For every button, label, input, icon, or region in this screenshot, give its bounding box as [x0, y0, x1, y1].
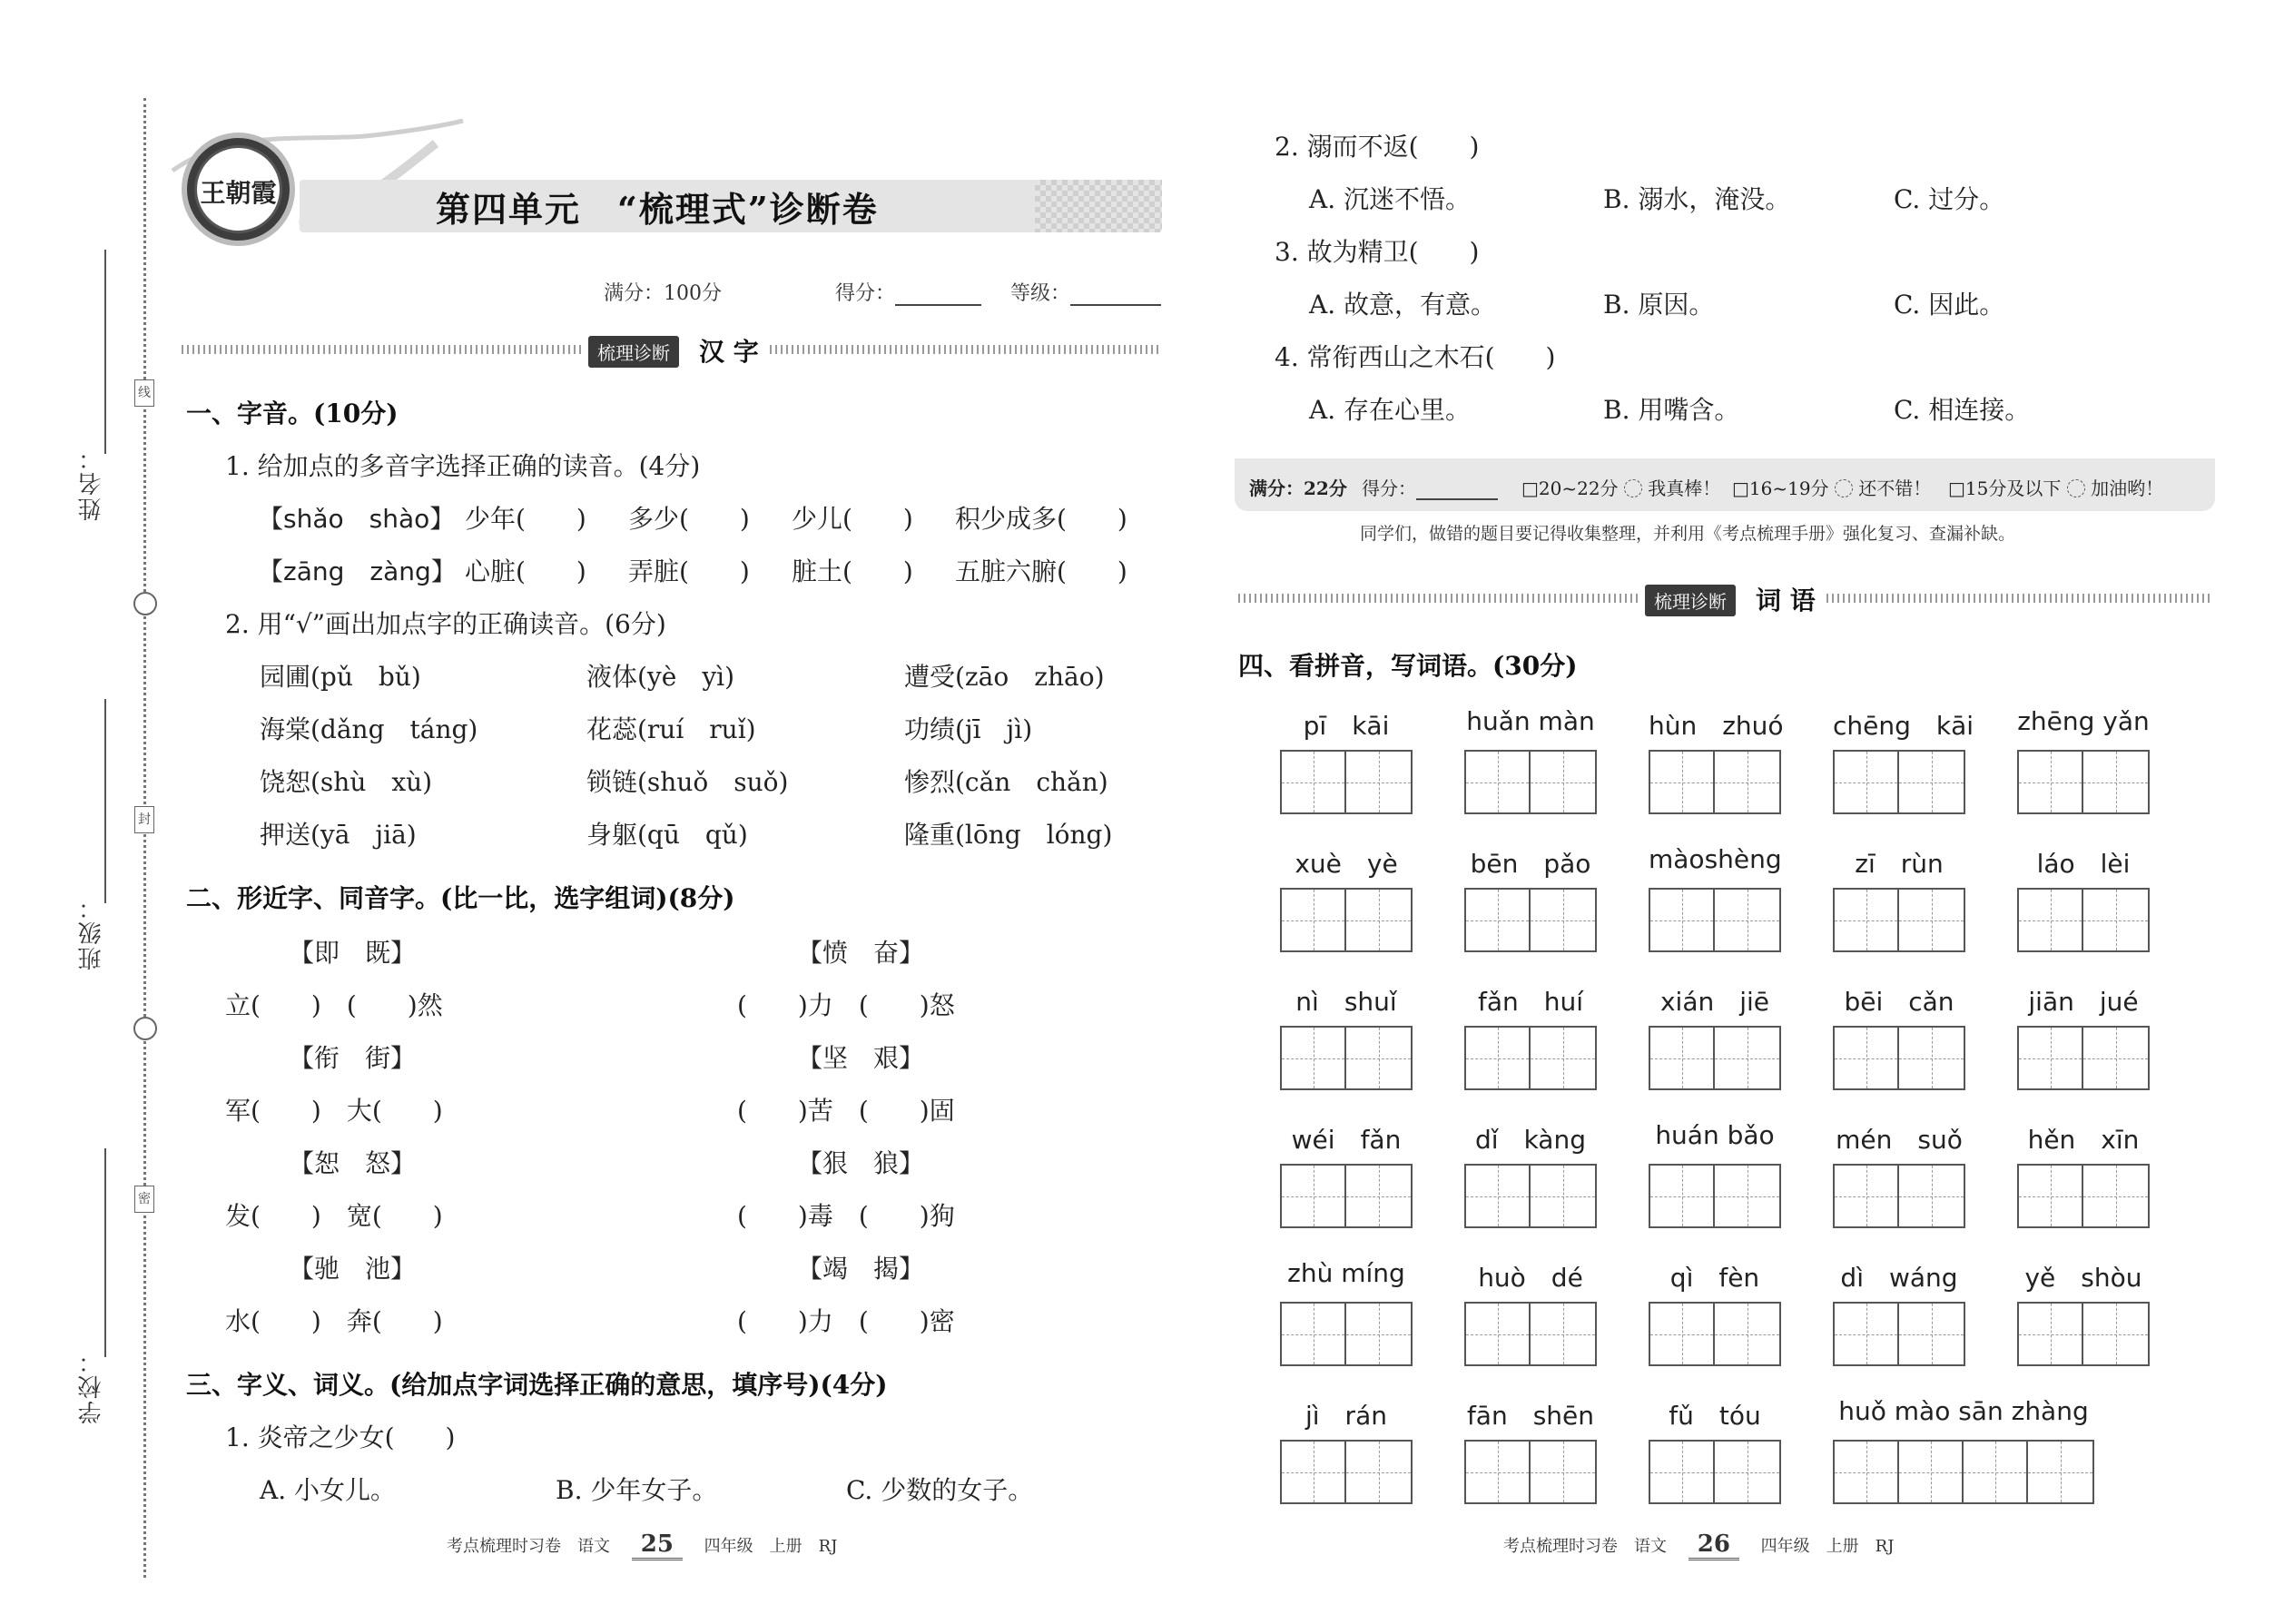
tian-cell[interactable]	[1531, 1028, 1595, 1088]
tian-cell[interactable]	[1715, 890, 1779, 950]
section-title-hanzi: 汉 字	[699, 337, 759, 367]
word-blanks[interactable]: 发( ) 宽( )	[225, 1201, 443, 1231]
tian-cell[interactable]	[1650, 1166, 1715, 1226]
poly-item[interactable]: 少年( )	[465, 504, 586, 534]
char-pair: 【驰 池】	[289, 1254, 417, 1284]
q3-heading: 三、字义、词义。(给加点字词选择正确的意思，填序号)(4分)	[186, 1370, 888, 1400]
poly-item[interactable]: 多少( )	[628, 504, 750, 534]
page-title: 第四单元 “梳理式”诊断卷	[436, 189, 879, 230]
rating-tag: 还不错！	[1858, 477, 1932, 499]
score-field[interactable]	[835, 278, 981, 306]
tian-cell[interactable]	[2028, 1442, 2092, 1502]
reading-item[interactable]: 液体(yè yì)	[586, 662, 735, 692]
q3-item2[interactable]: 2. 溺而不返( )	[1275, 132, 1480, 162]
poly-item[interactable]: 弄脏( )	[628, 556, 750, 586]
writing-box[interactable]	[1649, 750, 1781, 814]
school-label: 学校：	[78, 1348, 105, 1424]
pinyin-prompt: hěn xīn	[2027, 1125, 2140, 1155]
pinyin-prompt: zhù míng	[1287, 1258, 1405, 1288]
pinyin-prompt: zī rùn	[1855, 849, 1944, 879]
page-number: 25	[632, 1530, 683, 1560]
poly-item[interactable]: 心脏( )	[465, 556, 586, 586]
pinyin-prompt: xuè yè	[1295, 849, 1398, 879]
binding-hole	[133, 592, 157, 615]
writing-box[interactable]	[2017, 1026, 2150, 1090]
tian-cell[interactable]	[2019, 890, 2083, 950]
pinyin-prompt: dì wáng	[1840, 1263, 1958, 1293]
reading-item[interactable]: 押送(yā jiā)	[260, 820, 417, 850]
pinyin-prompt: huǒ mào sān zhàng	[1838, 1396, 2089, 1426]
score-label: 得分：	[835, 282, 896, 305]
tian-cell[interactable]	[1964, 1442, 2028, 1502]
writing-box[interactable]	[1280, 1164, 1413, 1228]
writing-box[interactable]	[1833, 1026, 1965, 1090]
tian-cell[interactable]	[1531, 890, 1595, 950]
tian-cell[interactable]	[1531, 1304, 1595, 1364]
writing-box[interactable]	[1280, 1440, 1413, 1504]
tian-cell[interactable]	[1899, 1028, 1964, 1088]
class-label: 班级：	[78, 894, 105, 970]
poly-item[interactable]: 积少成多( )	[955, 504, 1127, 534]
pinyin-prompt: jì rán	[1305, 1401, 1387, 1431]
title-checker-decoration	[1035, 180, 1162, 232]
tian-cell[interactable]	[1715, 1166, 1779, 1226]
writing-box[interactable]	[2017, 888, 2150, 952]
char-pair: 【恕 怒】	[289, 1148, 417, 1178]
rating-option-1[interactable]	[1521, 474, 1720, 500]
pinyin-prompt: bēi cǎn	[1844, 987, 1954, 1017]
reading-item[interactable]: 园圃(pǔ bǔ)	[260, 662, 421, 692]
char-pair: 【愤 奋】	[797, 938, 925, 968]
tian-cell[interactable]	[2019, 1166, 2083, 1226]
writing-box[interactable]	[1280, 750, 1413, 814]
tian-cell[interactable]	[1282, 1166, 1346, 1226]
tian-cell[interactable]	[2019, 1028, 2083, 1088]
pinyin-prompt: pī kāi	[1303, 711, 1390, 741]
tian-cell[interactable]	[1835, 1304, 1899, 1364]
poly-item[interactable]: 五脏六腑( )	[955, 556, 1127, 586]
char-pair: 【衔 街】	[289, 1043, 417, 1073]
writing-box[interactable]	[1464, 1164, 1597, 1228]
q1-sub2: 2. 用“√”画出加点字的正确读音。(6分)	[225, 609, 666, 639]
tian-cell[interactable]	[1346, 890, 1411, 950]
writing-box[interactable]	[1464, 1302, 1597, 1366]
writing-box[interactable]	[2017, 750, 2150, 814]
footer-series: 考点梳理时习卷 语文	[447, 1537, 610, 1556]
binding-hole	[133, 1017, 157, 1040]
writing-box[interactable]	[1649, 888, 1781, 952]
q3-item3[interactable]: 3. 故为精卫( )	[1275, 237, 1480, 267]
pinyin-prompt: huò dé	[1478, 1263, 1583, 1293]
pinyin-prompt: nì shuǐ	[1295, 987, 1397, 1017]
q3-option[interactable]: C. 相连接。	[1894, 395, 2031, 425]
tian-cell[interactable]	[1466, 1442, 1531, 1502]
q3-option[interactable]: B. 溺水，淹没。	[1603, 184, 1791, 214]
binding-tag-feng: 封	[134, 806, 154, 833]
q1-heading: 一、字音。(10分)	[186, 399, 399, 428]
writing-box[interactable]	[1280, 888, 1413, 952]
q2-heading: 二、形近字、同音字。(比一比，选字组词)(8分)	[186, 883, 735, 913]
reading-item[interactable]: 惨烈(cǎn chǎn)	[904, 767, 1108, 797]
poly-pinyin-zang: 【zāng zàng】	[258, 556, 457, 586]
sub-full-score: 满分：22分	[1249, 477, 1347, 499]
rating-range: □20~22分	[1521, 477, 1619, 499]
tian-cell[interactable]	[1346, 1304, 1411, 1364]
rating-range: □16~19分	[1732, 477, 1829, 499]
word-blanks[interactable]: 水( ) 奔( )	[225, 1306, 443, 1336]
tian-cell[interactable]	[1466, 1166, 1531, 1226]
footer-grade: 四年级 上册 RJ	[1760, 1537, 1895, 1556]
binding-strip	[0, 0, 172, 1624]
writing-box[interactable]	[1833, 1164, 1965, 1228]
writing-box[interactable]	[1280, 1026, 1413, 1090]
smile-face-icon	[1624, 479, 1642, 497]
pinyin-prompt: hùn zhuó	[1649, 711, 1784, 741]
tian-cell[interactable]	[1466, 1304, 1531, 1364]
reading-item[interactable]: 遭受(zāo zhāo)	[904, 662, 1105, 692]
writing-box[interactable]	[2017, 1164, 2150, 1228]
tian-cell[interactable]	[1282, 752, 1346, 812]
reading-item[interactable]: 海棠(dǎng táng)	[260, 714, 478, 744]
q3-option[interactable]: C. 因此。	[1894, 290, 2005, 320]
cheer-face-icon	[2067, 479, 2085, 497]
word-blanks[interactable]: ( )力 ( )密	[737, 1306, 955, 1336]
rating-tag: 我真棒！	[1648, 477, 1721, 499]
tian-cell[interactable]	[1899, 1166, 1964, 1226]
writing-box[interactable]	[1649, 1302, 1781, 1366]
sub-score-label: 得分：	[1362, 477, 1416, 499]
brand-name: 王朝霞	[200, 178, 277, 208]
q3-option[interactable]: B. 用嘴含。	[1603, 395, 1740, 425]
name-field-line[interactable]	[104, 250, 106, 454]
word-blanks[interactable]: 军( ) 大( )	[225, 1096, 443, 1126]
word-blanks[interactable]: 立( ) ( )然	[225, 990, 443, 1020]
pinyin-prompt: fǎn huí	[1477, 987, 1584, 1017]
writing-box[interactable]	[2017, 1302, 2150, 1366]
pinyin-prompt: fǔ tóu	[1669, 1401, 1761, 1431]
footer-right	[1503, 1530, 1894, 1558]
pinyin-prompt: qì fèn	[1669, 1263, 1760, 1293]
pinyin-prompt: màoshèng	[1649, 844, 1782, 874]
writing-box[interactable]	[1649, 1440, 1781, 1504]
writing-box[interactable]	[1833, 1440, 2094, 1504]
page-number: 26	[1689, 1530, 1739, 1560]
pinyin-prompt: mén suǒ	[1836, 1125, 1963, 1155]
writing-box[interactable]	[1464, 1026, 1597, 1090]
tian-cell[interactable]	[1899, 1304, 1964, 1364]
section-badge: 梳理诊断	[1645, 585, 1736, 616]
tian-cell[interactable]	[1466, 752, 1531, 812]
review-note: 同学们，做错的题目要记得收集整理，并利用《考点梳理手册》强化复习、查漏补缺。	[1360, 524, 2016, 544]
grade-label: 等级：	[1010, 282, 1071, 305]
pinyin-prompt: huán bǎo	[1655, 1120, 1775, 1150]
writing-box[interactable]	[1464, 750, 1597, 814]
writing-box[interactable]	[1833, 1302, 1965, 1366]
poly-item[interactable]: 少儿( )	[792, 504, 913, 534]
pinyin-prompt: chēng kāi	[1833, 711, 1974, 741]
writing-box[interactable]	[1833, 888, 1965, 952]
tian-cell[interactable]	[1835, 890, 1899, 950]
full-score: 满分：100分	[604, 282, 722, 305]
char-pair: 【狠 狼】	[797, 1148, 925, 1178]
q1-sub1: 1. 给加点的多音字选择正确的读音。(4分)	[225, 451, 701, 481]
reading-item[interactable]: 饶恕(shù xù)	[260, 767, 433, 797]
q3-option[interactable]: B. 少年女子。	[556, 1475, 718, 1505]
tian-cell[interactable]	[1346, 1166, 1411, 1226]
neutral-face-icon	[1835, 479, 1853, 497]
q3-option[interactable]: A. 沉迷不悟。	[1309, 184, 1472, 214]
tian-cell[interactable]	[1715, 1028, 1779, 1088]
tian-cell[interactable]	[1835, 1442, 1899, 1502]
poly-item[interactable]: 脏土( )	[792, 556, 913, 586]
tian-cell[interactable]	[1650, 1028, 1715, 1088]
word-blanks[interactable]: ( )力 ( )怒	[737, 990, 955, 1020]
tian-cell[interactable]	[2083, 890, 2148, 950]
section-divider	[770, 345, 1160, 354]
binding-tag-mi: 密	[134, 1186, 154, 1213]
pinyin-prompt: bēn pǎo	[1470, 849, 1591, 879]
tian-cell[interactable]	[1346, 752, 1411, 812]
footer-left	[447, 1530, 837, 1558]
q3-option[interactable]: A. 小女儿。	[260, 1475, 397, 1505]
reading-item[interactable]: 锁链(shuǒ suǒ)	[586, 767, 789, 797]
char-pair: 【竭 揭】	[797, 1254, 925, 1284]
q3-option[interactable]: C. 过分。	[1894, 184, 2005, 214]
tian-cell[interactable]	[1715, 1442, 1779, 1502]
section-divider	[1826, 594, 2213, 603]
tian-cell[interactable]	[2019, 752, 2083, 812]
rating-tag: 加油哟！	[2091, 477, 2164, 499]
tian-cell[interactable]	[1715, 1304, 1779, 1364]
char-pair: 【即 既】	[289, 938, 417, 968]
pinyin-prompt: yě shòu	[2024, 1263, 2142, 1293]
tian-cell[interactable]	[2083, 752, 2148, 812]
reading-item[interactable]: 隆重(lōng lóng)	[904, 820, 1113, 850]
pinyin-prompt: zhēng yǎn	[2017, 706, 2150, 736]
class-field-line[interactable]	[104, 699, 106, 903]
char-pair: 【坚 艰】	[797, 1043, 925, 1073]
reading-item[interactable]: 身躯(qū qǔ)	[586, 820, 748, 850]
reading-item[interactable]: 功绩(jī jì)	[904, 714, 1033, 744]
pinyin-prompt: xián jiē	[1659, 987, 1770, 1017]
cut-line	[143, 98, 146, 1578]
pinyin-prompt: láo lèi	[2036, 849, 2131, 879]
word-blanks[interactable]: ( )毒 ( )狗	[737, 1201, 955, 1231]
section-badge: 梳理诊断	[588, 336, 679, 368]
writing-box[interactable]	[1649, 1026, 1781, 1090]
poly-pinyin-shao: 【shǎo shào】	[258, 504, 456, 534]
section-divider	[1238, 594, 1638, 603]
tian-cell[interactable]	[1899, 890, 1964, 950]
section-divider	[182, 345, 581, 354]
tian-cell[interactable]	[1835, 1028, 1899, 1088]
tian-cell[interactable]	[2019, 1304, 2083, 1364]
section-title-ciyu: 词 语	[1756, 586, 1816, 615]
tian-cell[interactable]	[1531, 752, 1595, 812]
pinyin-prompt: jiān jué	[2028, 987, 2139, 1017]
pinyin-prompt: huǎn màn	[1466, 706, 1595, 736]
binding-tag-xian: 线	[134, 379, 154, 407]
pinyin-prompt: wéi fǎn	[1291, 1125, 1402, 1155]
tian-cell[interactable]	[1715, 752, 1779, 812]
tian-cell[interactable]	[1650, 1304, 1715, 1364]
tian-cell[interactable]	[1835, 1166, 1899, 1226]
tian-cell[interactable]	[1282, 890, 1346, 950]
pinyin-prompt: dǐ kàng	[1475, 1125, 1586, 1155]
tian-cell[interactable]	[1835, 752, 1899, 812]
tian-cell[interactable]	[2083, 1304, 2148, 1364]
tian-cell[interactable]	[1282, 1028, 1346, 1088]
tian-cell[interactable]	[2083, 1166, 2148, 1226]
reading-item[interactable]: 花蕊(ruí ruǐ)	[586, 714, 756, 744]
q3-option[interactable]: A. 故意，有意。	[1309, 290, 1497, 320]
writing-box[interactable]	[1464, 888, 1597, 952]
q3-option[interactable]: C. 少数的女子。	[846, 1475, 1034, 1505]
writing-box[interactable]	[1833, 750, 1965, 814]
q3-item1[interactable]: 1. 炎帝之少女( )	[225, 1422, 456, 1452]
tian-cell[interactable]	[1899, 1442, 1964, 1502]
writing-box[interactable]	[1280, 1302, 1413, 1366]
tian-cell[interactable]	[1531, 1166, 1595, 1226]
tian-cell[interactable]	[1531, 1442, 1595, 1502]
tian-cell[interactable]	[1282, 1442, 1346, 1502]
writing-box[interactable]	[1464, 1440, 1597, 1504]
q3-item4[interactable]: 4. 常衔西山之木石( )	[1275, 342, 1556, 372]
pinyin-prompt: fān shēn	[1466, 1401, 1595, 1431]
writing-box[interactable]	[1649, 1164, 1781, 1228]
tian-cell[interactable]	[1650, 1442, 1715, 1502]
brand-logo	[182, 133, 295, 246]
tian-cell[interactable]	[1899, 752, 1964, 812]
tian-cell[interactable]	[1346, 1028, 1411, 1088]
rating-option-2[interactable]	[1732, 474, 1931, 500]
tian-cell[interactable]	[1466, 890, 1531, 950]
tian-cell[interactable]	[1650, 752, 1715, 812]
student-name-label: 姓名：	[78, 445, 105, 521]
tian-cell[interactable]	[1466, 1028, 1531, 1088]
footer-grade: 四年级 上册 RJ	[704, 1537, 838, 1556]
grade-field[interactable]	[1010, 278, 1161, 306]
word-blanks[interactable]: ( )苦 ( )固	[737, 1096, 955, 1126]
q3-option[interactable]: A. 存在心里。	[1309, 395, 1472, 425]
tian-cell[interactable]	[1346, 1442, 1411, 1502]
footer-series: 考点梳理时习卷 语文	[1503, 1537, 1667, 1556]
sub-score-field[interactable]	[1362, 474, 1498, 500]
tian-cell[interactable]	[2083, 1028, 2148, 1088]
school-field-line[interactable]	[104, 1148, 106, 1357]
rating-range: □15分及以下	[1948, 477, 2062, 499]
q4-heading: 四、看拼音，写词语。(30分)	[1238, 651, 1578, 681]
tian-cell[interactable]	[1282, 1304, 1346, 1364]
tian-cell[interactable]	[1650, 890, 1715, 950]
q3-option[interactable]: B. 原因。	[1603, 290, 1715, 320]
rating-option-3[interactable]	[1948, 474, 2163, 500]
